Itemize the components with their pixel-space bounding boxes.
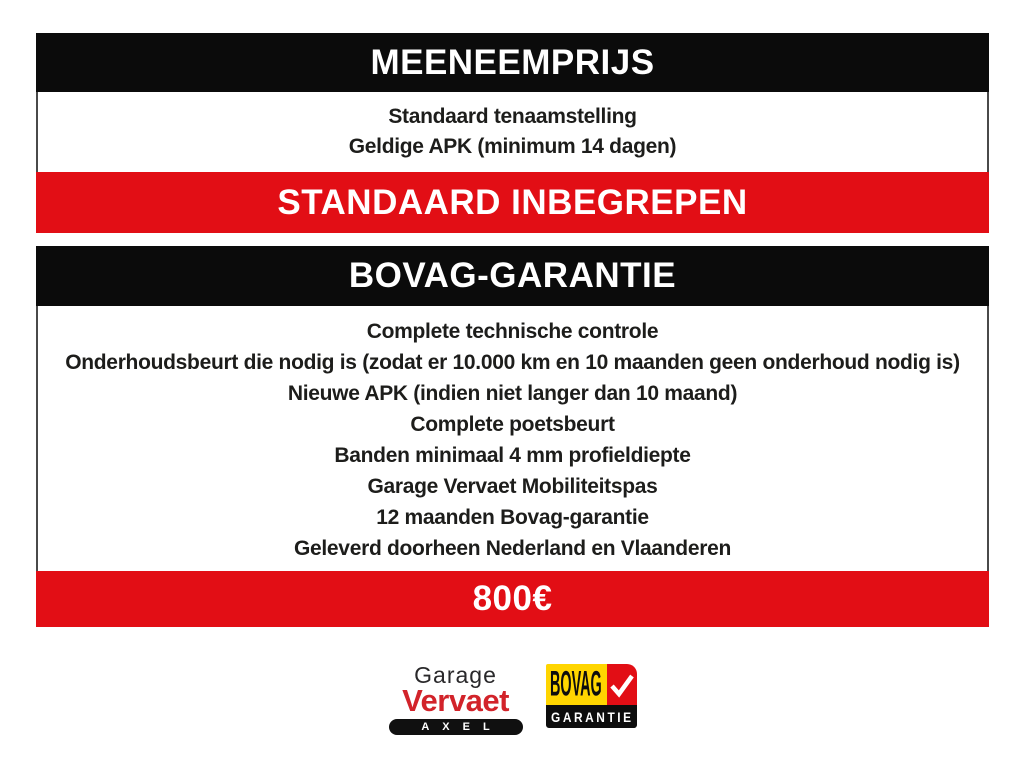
list-item: Geleverd doorheen Nederland en Vlaanderen xyxy=(293,537,731,560)
bovag-garantie-items xyxy=(36,306,989,571)
section-divider xyxy=(36,233,989,246)
bovag-logo-garantie-bar xyxy=(546,705,637,728)
list-item: Garage Vervaet Mobiliteitspas xyxy=(367,475,658,498)
meeneemprijs-header-bar xyxy=(36,33,989,92)
price-banner xyxy=(36,571,989,627)
list-item: 12 maanden Bovag-garantie xyxy=(376,506,649,529)
bovag-logo-red-panel xyxy=(607,664,637,705)
list-item: Onderhoudsbeurt die nodig is (zodat er 10.000 km en 10 maanden geen onderhoud nodig is) xyxy=(65,351,960,374)
bovag-garantie-header-bar xyxy=(36,246,989,306)
garage-logo-word-vervaet: Vervaet xyxy=(402,683,509,718)
list-item: Complete technische controle xyxy=(366,320,659,343)
poster-content xyxy=(36,33,989,735)
checkmark-icon xyxy=(609,672,635,698)
bovag-logo-top xyxy=(546,664,637,705)
list-item: Standaard tenaamstelling xyxy=(388,105,637,128)
meeneemprijs-title: MEENEEMPRIJS xyxy=(370,42,655,82)
list-item: Banden minimaal 4 mm profieldiepte xyxy=(334,444,691,467)
garage-logo-axel-badge: AXEL xyxy=(389,719,523,735)
list-item: Geldige APK (minimum 14 dagen) xyxy=(348,135,677,158)
bovag-logo-brand: BOVAG xyxy=(550,664,602,704)
meeneemprijs-items xyxy=(36,92,989,172)
standaard-inbegrepen-banner xyxy=(36,172,989,233)
bovag-garantie-title: BOVAG-GARANTIE xyxy=(348,256,677,295)
bovag-logo-garantie-label: GARANTIE xyxy=(550,708,634,725)
list-item: Complete poetsbeurt xyxy=(410,413,615,436)
price-label: 800€ xyxy=(472,579,553,618)
footer-logos xyxy=(36,663,989,735)
garage-logo-word-garage: Garage xyxy=(414,662,497,688)
list-item: Nieuwe APK (indien niet langer dan 10 maand) xyxy=(287,382,738,405)
garage-vervaet-logo xyxy=(389,663,523,735)
standaard-inbegrepen-label: STANDAARD INBEGREPEN xyxy=(277,182,748,222)
bovag-garantie-logo xyxy=(546,664,637,728)
bovag-logo-yellow-panel xyxy=(546,664,607,705)
